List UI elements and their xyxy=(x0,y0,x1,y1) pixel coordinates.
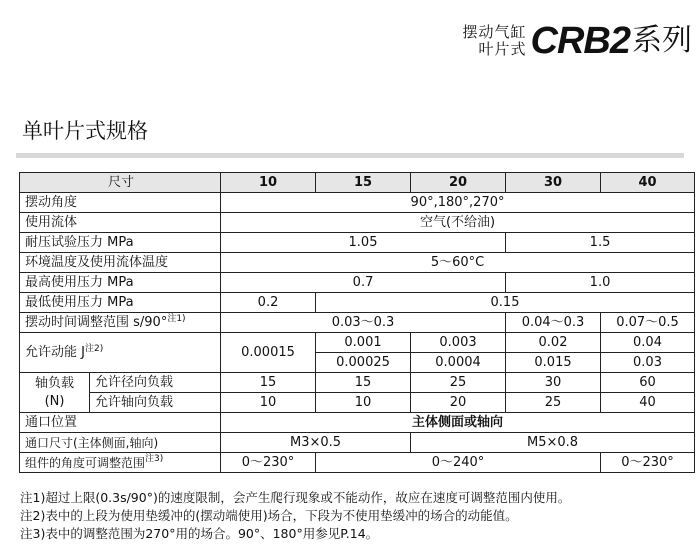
header-subtitle xyxy=(463,24,527,58)
cell-value: 20 xyxy=(411,393,506,413)
size-col-40: 40 xyxy=(601,173,695,193)
cell-value: 0.03 xyxy=(601,353,695,373)
cell-value: 60 xyxy=(601,373,695,393)
table-row xyxy=(20,213,695,233)
header-line1: 摆动气缸 xyxy=(462,23,527,41)
cell-value: 40 xyxy=(601,393,695,413)
section-title: 单叶片式规格 xyxy=(22,119,148,143)
table-row xyxy=(20,233,695,253)
cell-value: 90°,180°,270° xyxy=(221,193,695,213)
row-label-text: 允许动能 J xyxy=(25,344,85,360)
cell-value: 0.00025 xyxy=(316,353,411,373)
cell-value: 0.04～0.3 xyxy=(506,313,601,333)
row-label xyxy=(20,333,221,373)
footnote-1: 注1)超过上限(0.3s/90°)的速度限制，会产生爬行现象或不能动作，故应在速度可调整范围内使用。 xyxy=(20,490,571,505)
cell-value: 0.04 xyxy=(601,333,695,353)
table-row xyxy=(20,393,695,413)
size-col-15: 15 xyxy=(316,173,411,193)
row-label-group xyxy=(20,373,90,413)
cell-value: M5×0.8 xyxy=(411,433,695,453)
cell-value: 0.003 xyxy=(411,333,506,353)
cell-value: 10 xyxy=(221,393,316,413)
table-row xyxy=(20,413,695,433)
model-name: CRB2 xyxy=(530,20,630,62)
cell-value: 0.07～0.5 xyxy=(601,313,695,333)
cell-value: 0.015 xyxy=(506,353,601,373)
row-label-unit: (N) xyxy=(44,393,65,409)
size-col-10: 10 xyxy=(221,173,316,193)
cell-value: 0.02 xyxy=(506,333,601,353)
cell-value: 0～240° xyxy=(316,453,601,473)
row-label: 耐压试验压力 MPa xyxy=(20,233,221,253)
row-label-text: 摆动时间调整范围 s/90° xyxy=(25,314,168,330)
table-row xyxy=(20,253,695,273)
row-label: 允许径向负载 xyxy=(90,373,221,393)
footnote-ref: 注1) xyxy=(167,313,186,324)
row-label: 通口尺寸(主体侧面,轴向) xyxy=(20,433,221,453)
cell-value: 15 xyxy=(316,373,411,393)
footnote-3: 注3)表中的调整范围为270°用的场合。90°、180°用参见P.14。 xyxy=(20,526,379,541)
table-row xyxy=(20,193,695,213)
page-header xyxy=(463,18,692,64)
table-row xyxy=(20,373,695,393)
cell-value: 0.001 xyxy=(316,333,411,353)
cell-value: M3×0.5 xyxy=(221,433,411,453)
cell-value: 1.0 xyxy=(506,273,695,293)
cell-value: 空气(不给油) xyxy=(221,213,695,233)
cell-value: 10 xyxy=(316,393,411,413)
row-label: 允许轴向负载 xyxy=(90,393,221,413)
table-row xyxy=(20,453,695,473)
cell-value: 30 xyxy=(506,373,601,393)
footnotes xyxy=(20,489,570,543)
size-col-30: 30 xyxy=(506,173,601,193)
cell-value: 0.7 xyxy=(221,273,506,293)
cell-value: 15 xyxy=(221,373,316,393)
row-label-text: 组件的角度可调整范围 xyxy=(25,455,146,470)
cell-value: 0.00015 xyxy=(221,333,316,373)
cell-value: 0.2 xyxy=(221,293,316,313)
row-label: 通口位置 xyxy=(20,413,221,433)
table-header-row xyxy=(20,173,695,193)
table-row xyxy=(20,293,695,313)
row-label-text: 轴负载 xyxy=(34,375,74,391)
cell-value: 0～230° xyxy=(221,453,316,473)
row-label: 最高使用压力 MPa xyxy=(20,273,221,293)
footnote-2: 注2)表中的上段为使用垫缓冲的(摆动端使用)场合，下段为不使用垫缓冲的场合的动能值。 xyxy=(20,508,518,523)
row-label xyxy=(20,313,221,333)
cell-value: 25 xyxy=(411,373,506,393)
cell-value: 0.0004 xyxy=(411,353,506,373)
footnote-ref: 注3) xyxy=(145,453,164,464)
cell-value: 25 xyxy=(506,393,601,413)
row-label xyxy=(20,453,221,473)
table-row xyxy=(20,313,695,333)
table-row xyxy=(20,273,695,293)
row-label: 环境温度及使用流体温度 xyxy=(20,253,221,273)
cell-value: 5～60°C xyxy=(221,253,695,273)
size-header: 尺寸 xyxy=(20,173,221,193)
cell-value: 0.03～0.3 xyxy=(221,313,506,333)
cell-value: 0～230° xyxy=(601,453,695,473)
footnote-ref: 注2) xyxy=(84,343,104,354)
cell-value: 0.15 xyxy=(316,293,695,313)
row-label: 摆动角度 xyxy=(20,193,221,213)
table-row xyxy=(20,433,695,453)
series-label: 系列 xyxy=(632,23,692,58)
title-underline xyxy=(16,153,684,158)
cell-value: 1.5 xyxy=(506,233,695,253)
size-col-20: 20 xyxy=(411,173,506,193)
row-label: 使用流体 xyxy=(20,213,221,233)
table-row xyxy=(20,333,695,353)
cell-value: 1.05 xyxy=(221,233,506,253)
spec-table xyxy=(19,172,695,473)
row-label: 最低使用压力 MPa xyxy=(20,293,221,313)
cell-value: 主体侧面或轴向 xyxy=(221,413,695,433)
header-line2: 叶片式 xyxy=(478,40,527,58)
